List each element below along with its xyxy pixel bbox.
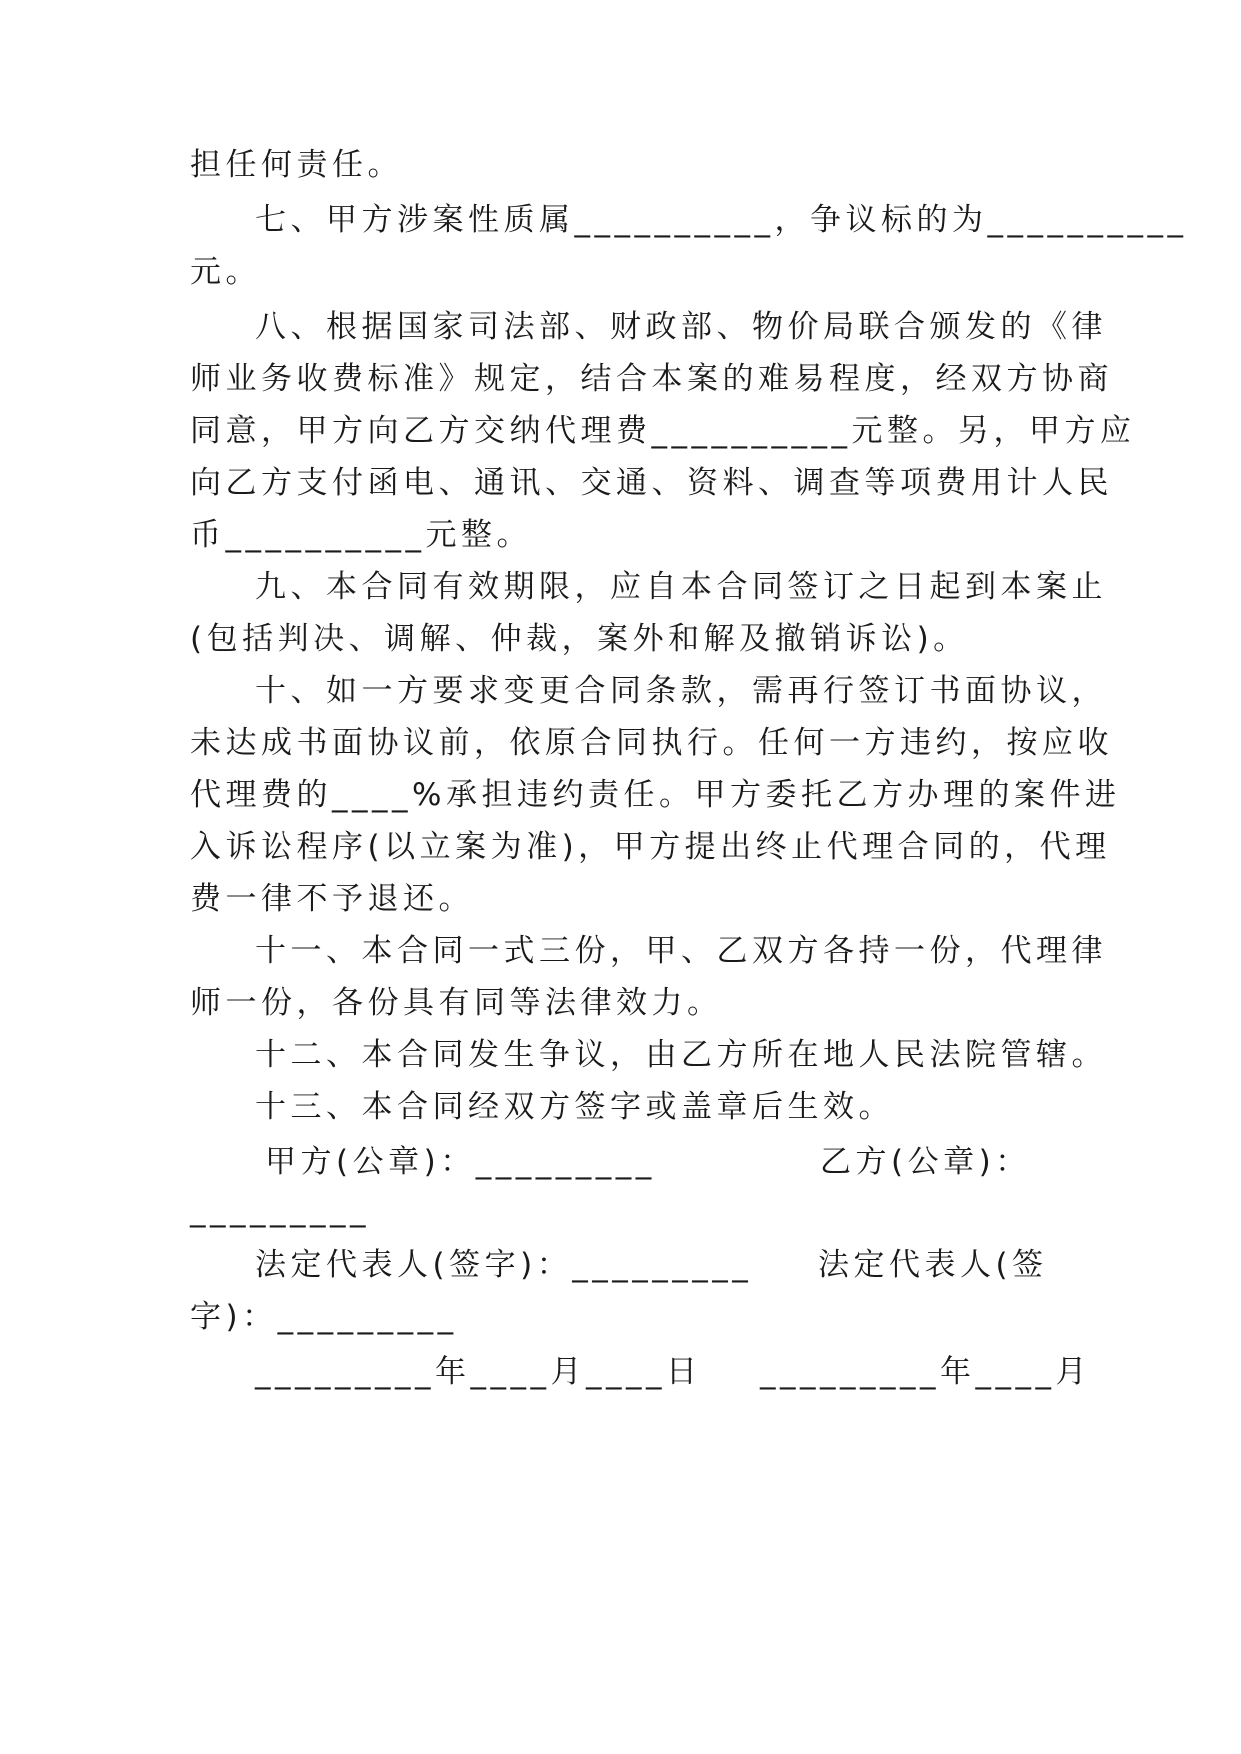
party-b-seal-blank: _________ [190, 1192, 370, 1228]
text-line: 未达成书面协议前，依原合同执行。任何一方违约，按应收 [190, 725, 1113, 761]
clause-11-line: 十一、本合同一式三份，甲、乙双方各持一份，代理律 [255, 933, 1107, 969]
text-line: 代理费的____%承担违约责任。甲方委托乙方办理的案件进 [190, 777, 1121, 813]
text-line: 担任何责任。 [190, 147, 403, 183]
text-line: 入诉讼程序(以立案为准)，甲方提出终止代理合同的，代理 [190, 829, 1111, 865]
clause-8-line: 八、根据国家司法部、财政部、物价局联合颁发的《律 [255, 309, 1107, 345]
text-line: 同意，甲方向乙方交纳代理费__________元整。另，甲方应 [190, 413, 1136, 449]
text-line: 币__________元整。 [190, 517, 532, 553]
party-a-date: _________年____月____日 [255, 1354, 702, 1390]
party-a-seal: 甲方(公章)：_________ [265, 1144, 656, 1180]
clause-10-line: 十、如一方要求变更合同条款，需再行签订书面协议， [255, 673, 1107, 709]
text-line: 元。 [190, 254, 261, 290]
text-line: 师一份，各份具有同等法律效力。 [190, 985, 723, 1021]
text-line: (包括判决、调解、仲裁，案外和解及撤销诉讼)。 [190, 621, 969, 657]
text-line: 师业务收费标准》规定，结合本案的难易程度，经双方协商 [190, 361, 1113, 397]
party-b-date: _________年____月 [760, 1354, 1091, 1390]
party-b-rep-signature: 法定代表人(签 [818, 1247, 1048, 1283]
party-a-rep-signature: 法定代表人(签字)：_________ [255, 1247, 753, 1283]
clause-9-line: 九、本合同有效期限，应自本合同签订之日起到本案止 [255, 569, 1107, 605]
clause-7-line: 七、甲方涉案性质属__________，争议标的为__________ [255, 202, 1188, 238]
party-b-seal: 乙方(公章)： [820, 1144, 1031, 1180]
party-b-rep-signature-cont: 字)：_________ [190, 1299, 458, 1335]
text-line: 向乙方支付函电、通讯、交通、资料、调查等项费用计人民 [190, 465, 1113, 501]
text-line: 费一律不予退还。 [190, 881, 474, 917]
clause-12-line: 十二、本合同发生争议，由乙方所在地人民法院管辖。 [255, 1037, 1107, 1073]
clause-13-line: 十三、本合同经双方签字或盖章后生效。 [255, 1089, 894, 1125]
